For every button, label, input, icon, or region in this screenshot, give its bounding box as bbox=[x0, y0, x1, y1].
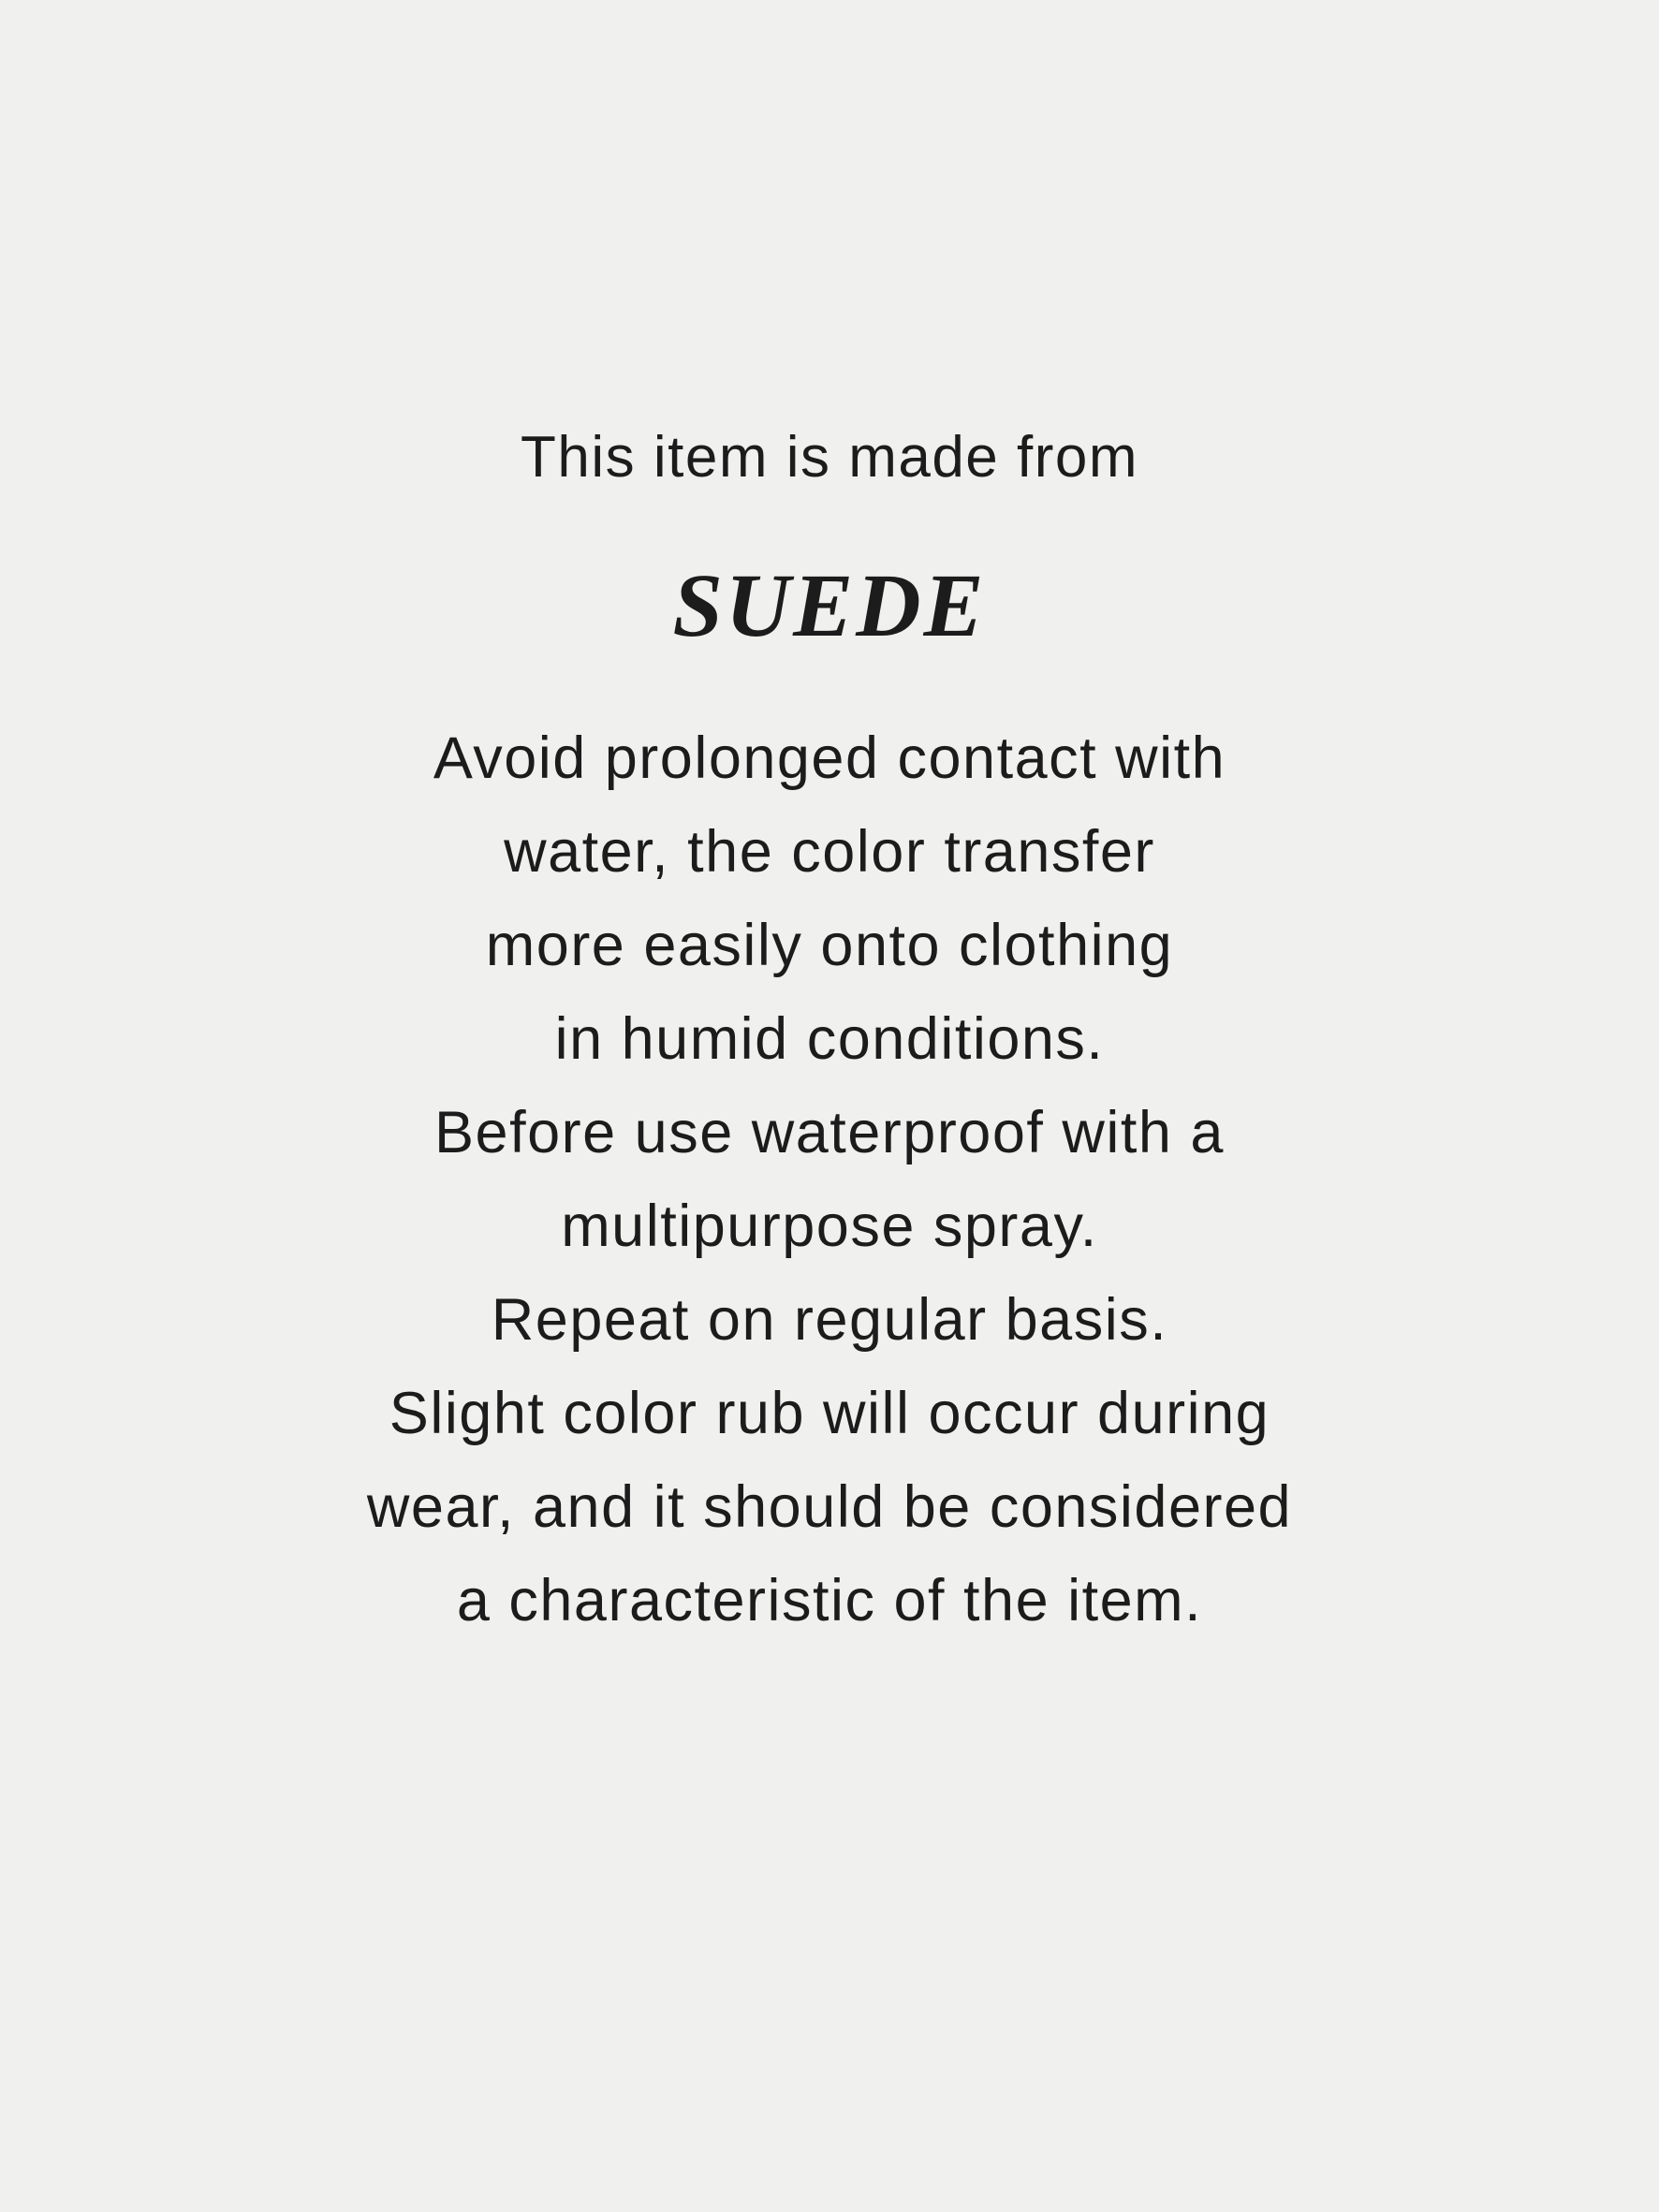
care-line: wear, and it should be considered bbox=[366, 1474, 1293, 1540]
care-line: Before use waterproof with a bbox=[434, 1100, 1225, 1165]
care-line: more easily onto clothing bbox=[485, 913, 1174, 978]
care-line: Repeat on regular basis. bbox=[491, 1287, 1168, 1353]
care-line: Avoid prolonged contact with bbox=[433, 725, 1226, 791]
material-name: SUEDE bbox=[672, 555, 987, 655]
care-instructions bbox=[0, 711, 1659, 1648]
care-line: Slight color rub will occur during bbox=[389, 1381, 1270, 1446]
care-line: a characteristic of the item. bbox=[456, 1568, 1203, 1633]
care-line: in humid conditions. bbox=[554, 1006, 1105, 1072]
intro-line: This item is made from bbox=[520, 425, 1139, 490]
care-line: multipurpose spray. bbox=[561, 1194, 1098, 1259]
care-line: water, the color transfer bbox=[504, 819, 1155, 885]
